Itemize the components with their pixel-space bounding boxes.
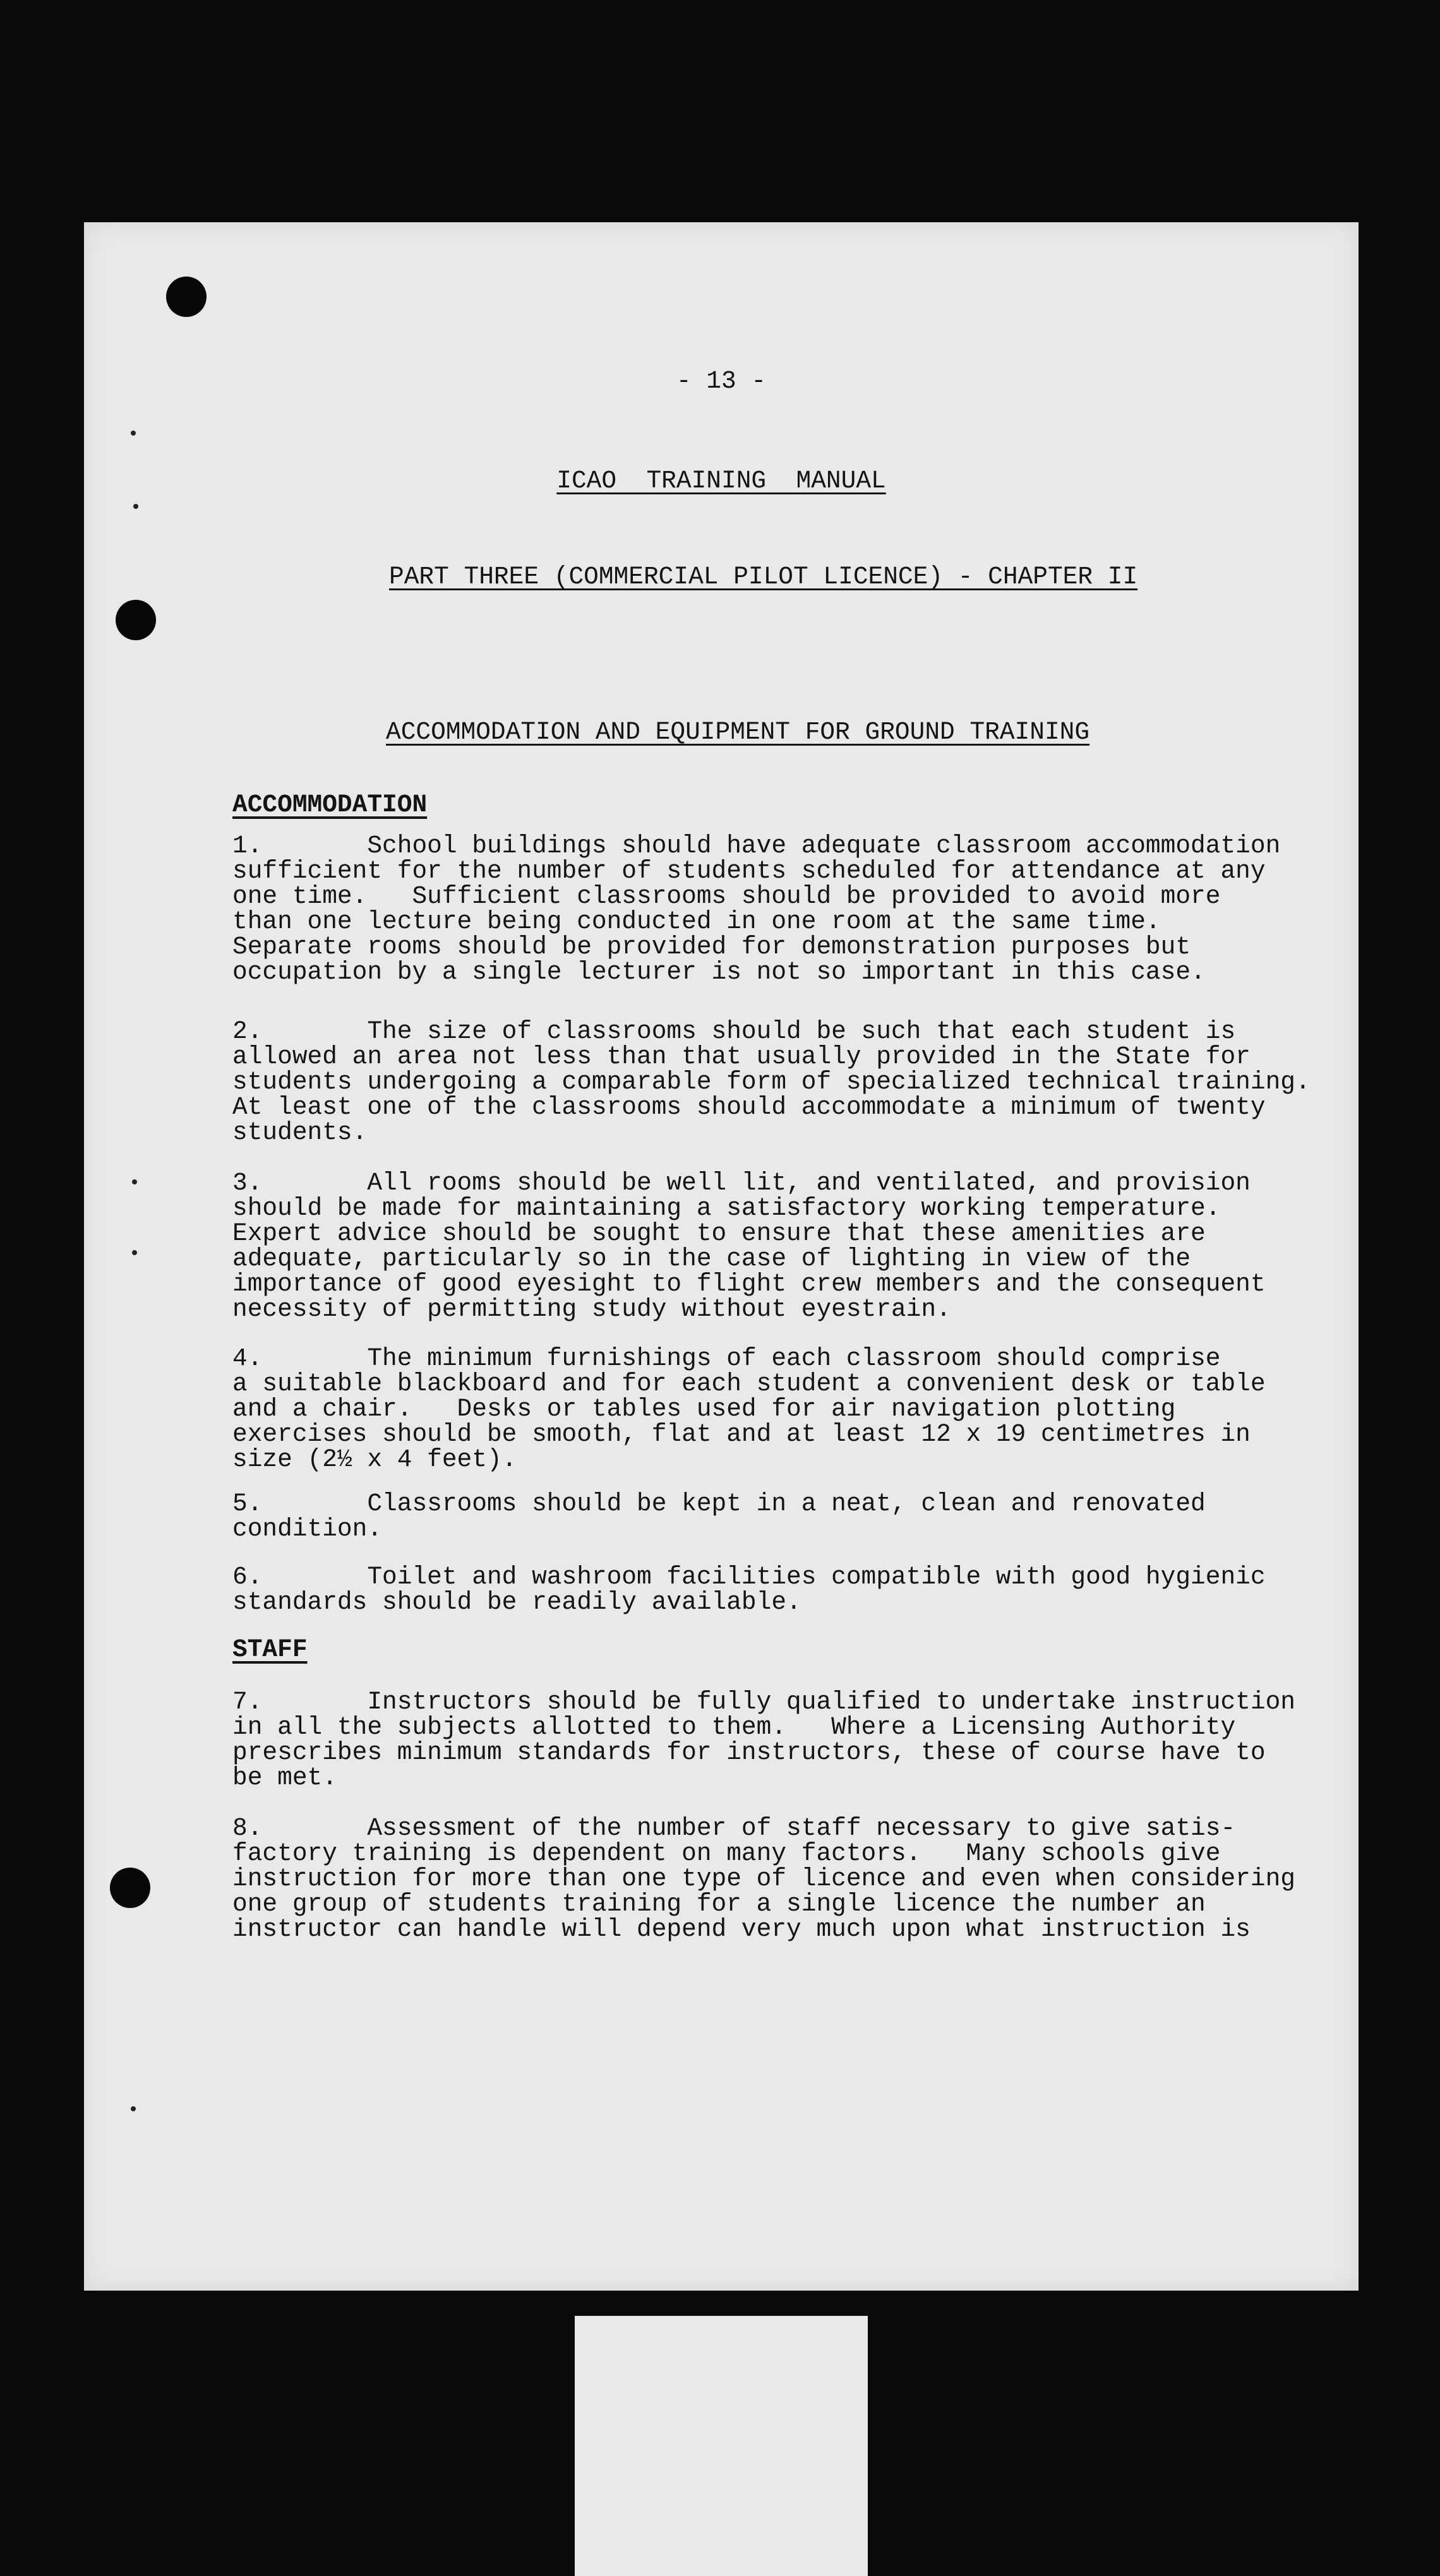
paragraph-line: and a chair. Desks or tables used for air navigation plotting (232, 1395, 1176, 1423)
scan-speck (131, 2106, 136, 2111)
section-title: ACCOMMODATION AND EQUIPMENT FOR GROUND TRAINING (386, 718, 1090, 746)
paragraph-8 (232, 1816, 1319, 1942)
paragraph-line: At least one of the classrooms should accommodate a minimum of twenty (232, 1093, 1266, 1121)
heading-staff: STAFF (232, 1635, 308, 1664)
paragraph-line: adequate, particularly so in the case of lighting in view of the (232, 1244, 1191, 1273)
paragraph-line: 6. Toilet and washroom facilities compatible with good hygienic (232, 1563, 1266, 1591)
paragraph-line: condition. (232, 1515, 383, 1543)
paragraph-5 (232, 1491, 1319, 1542)
paragraph-line: necessity of permitting study without eyestrain. (232, 1295, 951, 1323)
paragraph-line: sufficient for the number of students scheduled for attendance at any (232, 857, 1266, 885)
part-title: PART THREE (COMMERCIAL PILOT LICENCE) - CHAPTER II (389, 563, 1138, 591)
paragraph-line: one time. Sufficient classrooms should be provided to avoid more (232, 882, 1221, 910)
paragraph-line: students. (232, 1118, 368, 1147)
paragraph-1 (232, 833, 1319, 985)
scan-speck (133, 504, 138, 509)
paragraph-line: standards should be readily available. (232, 1588, 801, 1616)
paragraph-line: a suitable blackboard and for each student a convenient desk or table (232, 1369, 1266, 1398)
paragraph-line: be met. (232, 1763, 337, 1792)
paragraph-line: factory training is dependent on many factors. Many schools give (232, 1839, 1221, 1868)
paragraph-7 (232, 1690, 1319, 1791)
paragraph-line: instruction for more than one type of licence and even when considering (232, 1864, 1295, 1893)
paragraph-line: size (2½ x 4 feet). (232, 1445, 517, 1474)
heading-accommodation: ACCOMMODATION (232, 790, 428, 819)
scan-speck (132, 1179, 137, 1184)
paragraph-line: instructor can handle will depend very much upon what instruction is (232, 1915, 1251, 1943)
punch-hole (116, 600, 156, 640)
paragraph-line: than one lecture being conducted in one room at the same time. (232, 907, 1161, 936)
paragraph-line: one group of students training for a single licence the number an (232, 1890, 1206, 1918)
paragraph-line: prescribes minimum standards for instructors, these of course have to (232, 1738, 1266, 1767)
paragraph-line: importance of good eyesight to flight crew members and the consequent (232, 1270, 1266, 1298)
document-page (84, 222, 1359, 2291)
paragraph-line: students undergoing a comparable form of specialized technical training. (232, 1068, 1311, 1096)
scan-speck (132, 1250, 137, 1255)
page-number: - 13 - (676, 367, 767, 395)
paragraph-line: allowed an area not less than that usually provided in the State for (232, 1042, 1251, 1071)
paragraph-line: occupation by a single lecturer is not so important in this case. (232, 958, 1206, 986)
paragraph-2 (232, 1019, 1319, 1145)
paragraph-line: Expert advice should be sought to ensure that these amenities are (232, 1219, 1206, 1248)
manual-title: ICAO TRAINING MANUAL (556, 467, 886, 495)
calibration-card (575, 2316, 868, 2576)
paragraph-line: exercises should be smooth, flat and at least 12 x 19 centimetres in (232, 1420, 1251, 1448)
paragraph-line: 2. The size of classrooms should be such that each student is (232, 1017, 1236, 1046)
paragraph-line: should be made for maintaining a satisfactory working temperature. (232, 1194, 1221, 1222)
paragraph-line: 7. Instructors should be fully qualified to undertake instruction (232, 1688, 1295, 1716)
paragraph-line: Separate rooms should be provided for demonstration purposes but (232, 933, 1191, 961)
paragraph-line: 3. All rooms should be well lit, and ventilated, and provision (232, 1169, 1251, 1197)
paragraph-line: 8. Assessment of the number of staff necessary to give satis- (232, 1814, 1236, 1842)
paragraph-line: 5. Classrooms should be kept in a neat, clean and renovated (232, 1489, 1206, 1518)
paragraph-6 (232, 1565, 1319, 1615)
punch-hole (166, 277, 207, 317)
paragraph-line: in all the subjects allotted to them. Where a Licensing Authority (232, 1713, 1236, 1741)
paragraph-line: 4. The minimum furnishings of each classroom should comprise (232, 1344, 1221, 1373)
paragraph-3 (232, 1171, 1319, 1322)
paragraph-line: 1. School buildings should have adequate classroom accommodation (232, 832, 1281, 860)
punch-hole (110, 1868, 150, 1908)
scan-speck (131, 431, 136, 436)
paragraph-4 (232, 1346, 1319, 1472)
